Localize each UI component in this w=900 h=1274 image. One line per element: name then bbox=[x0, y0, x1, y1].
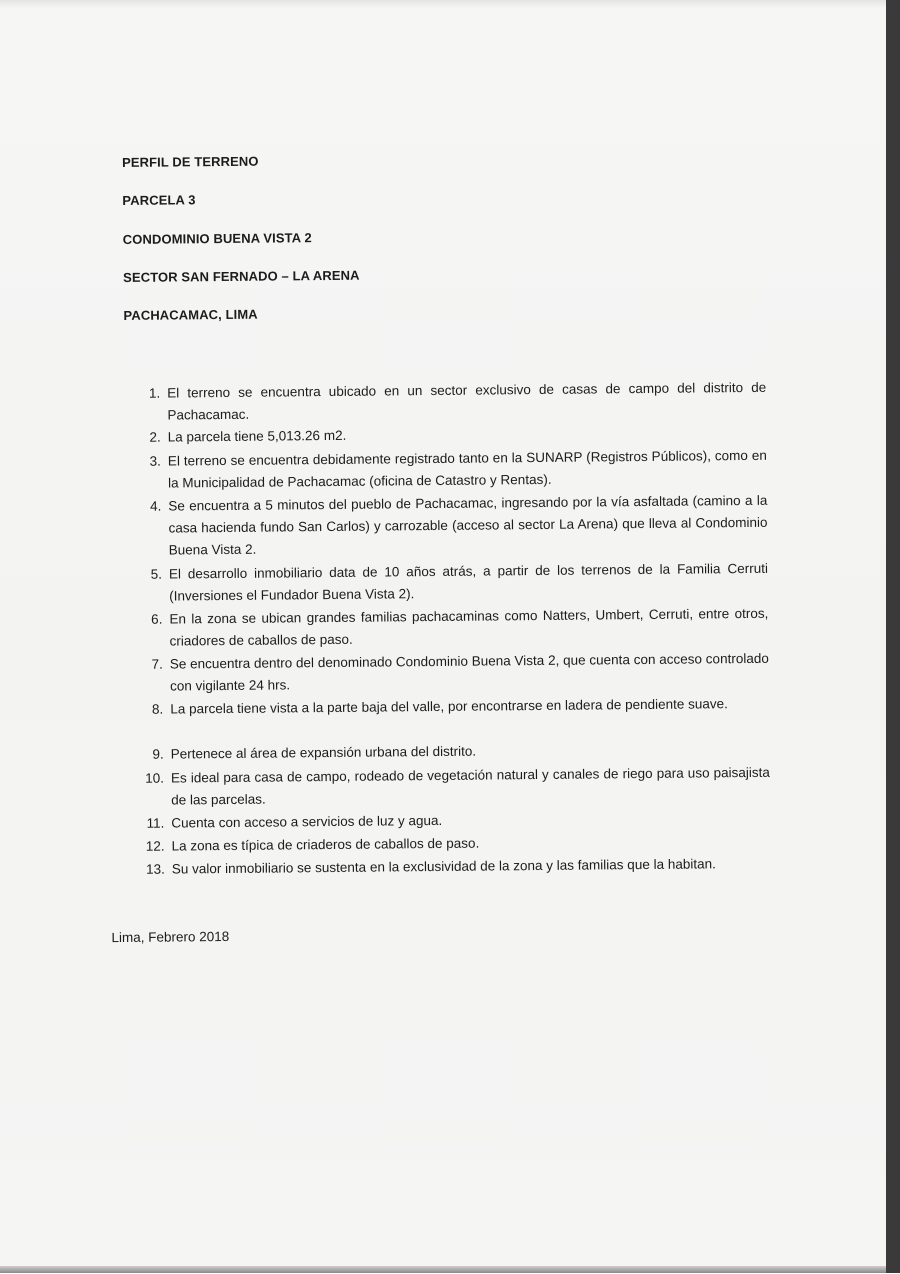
list-item-text: Es ideal para casa de campo, rodeado de vegetación natural y canales de riego para uso paisajista de las parcelas. bbox=[170, 764, 770, 808]
list-item bbox=[137, 693, 769, 721]
list-item-number: 5. bbox=[150, 566, 163, 582]
list-item-text: La parcela tiene vista a la parte baja del valle, por encontrarse en ladera de pendiente suave. bbox=[170, 696, 728, 717]
list-item-text: Pertenece al área de expansión urbana del distrito. bbox=[170, 743, 477, 762]
list-item-text: Su valor inmobiliario se sustenta en la exclusividad de la zona y las familias que la habitan. bbox=[171, 856, 716, 877]
place-date-line: Lima, Febrero 2018 bbox=[111, 928, 230, 946]
list-item-number: 10. bbox=[145, 770, 165, 786]
list-item-text: Cuenta con acceso a servicios de luz y agua. bbox=[171, 812, 443, 831]
list-item-text: El terreno se encuentra debidamente registrado tanto en la SUNARP (Registros Públicos), como en la Municipalidad de Pachacamac (oficina de Catastro y Rentas). bbox=[167, 447, 767, 491]
list-item-text: El desarrollo inmobiliario data de 10 años atrás, a partir de los terrenos de la Familia Cerruti (Inversiones el Fundador Buena Vista 2). bbox=[168, 560, 769, 604]
list-item bbox=[135, 445, 767, 495]
list-item-number: 2. bbox=[149, 429, 161, 445]
list-item-number: 13. bbox=[145, 861, 165, 877]
location-label: PACHACAMAC, LIMA bbox=[123, 306, 258, 323]
list-item bbox=[138, 738, 770, 766]
list-item bbox=[136, 603, 768, 653]
list-item bbox=[135, 421, 767, 449]
list-item-number: 12. bbox=[145, 838, 165, 854]
scanner-border bbox=[886, 0, 900, 1273]
list-item-text: El terreno se encuentra ubicado en un sector exclusivo de casas de campo del distrito de Pachacamac. bbox=[167, 379, 767, 423]
list-item-number: 8. bbox=[151, 701, 164, 717]
list-item-number: 11. bbox=[146, 815, 165, 831]
list-item-number: 7. bbox=[151, 656, 163, 672]
list-item bbox=[139, 853, 771, 881]
list-item-text: En la zona se ubican grandes familias pachacaminas como Natters, Umbert, Cerruti, entre otros, criadores de caballos de paso. bbox=[169, 605, 769, 649]
list-item-number: 4. bbox=[149, 498, 162, 514]
list-item-number: 3. bbox=[149, 453, 161, 469]
sector-label: SECTOR SAN FERNADO – LA ARENA bbox=[123, 267, 360, 285]
list-item-text: Se encuentra a 5 minutos del pueblo de Pachacamac, ingresando por la vía asfaltada (camino a la casa hacienda fundo San Carlos) y carrozable (acceso al sector La Arena) que lleva al Condominio Buena Vista 2. bbox=[168, 492, 768, 558]
page-bottom-edge bbox=[0, 1266, 886, 1273]
list-item bbox=[135, 490, 768, 562]
list-item-number: 6. bbox=[151, 611, 163, 627]
list-item bbox=[136, 558, 768, 608]
condominium-label: CONDOMINIO BUENA VISTA 2 bbox=[122, 230, 312, 247]
doc-title: PERFIL DE TERRENO bbox=[121, 153, 259, 170]
list-item bbox=[134, 377, 766, 427]
parcel-label: PARCELA 3 bbox=[122, 192, 196, 208]
list-item-number: 1. bbox=[148, 385, 161, 401]
list-item-text: La zona es típica de criaderos de caballos de paso. bbox=[171, 835, 480, 854]
list-item bbox=[137, 648, 769, 698]
list-item-text: Se encuentra dentro del denominado Condominio Buena Vista 2, que cuenta con acceso controlado con vigilante 24 hrs. bbox=[169, 650, 769, 694]
list-item-text: La parcela tiene 5,013.26 m2. bbox=[167, 427, 347, 445]
list-item-number: 9. bbox=[152, 746, 164, 762]
list-item bbox=[138, 762, 770, 812]
